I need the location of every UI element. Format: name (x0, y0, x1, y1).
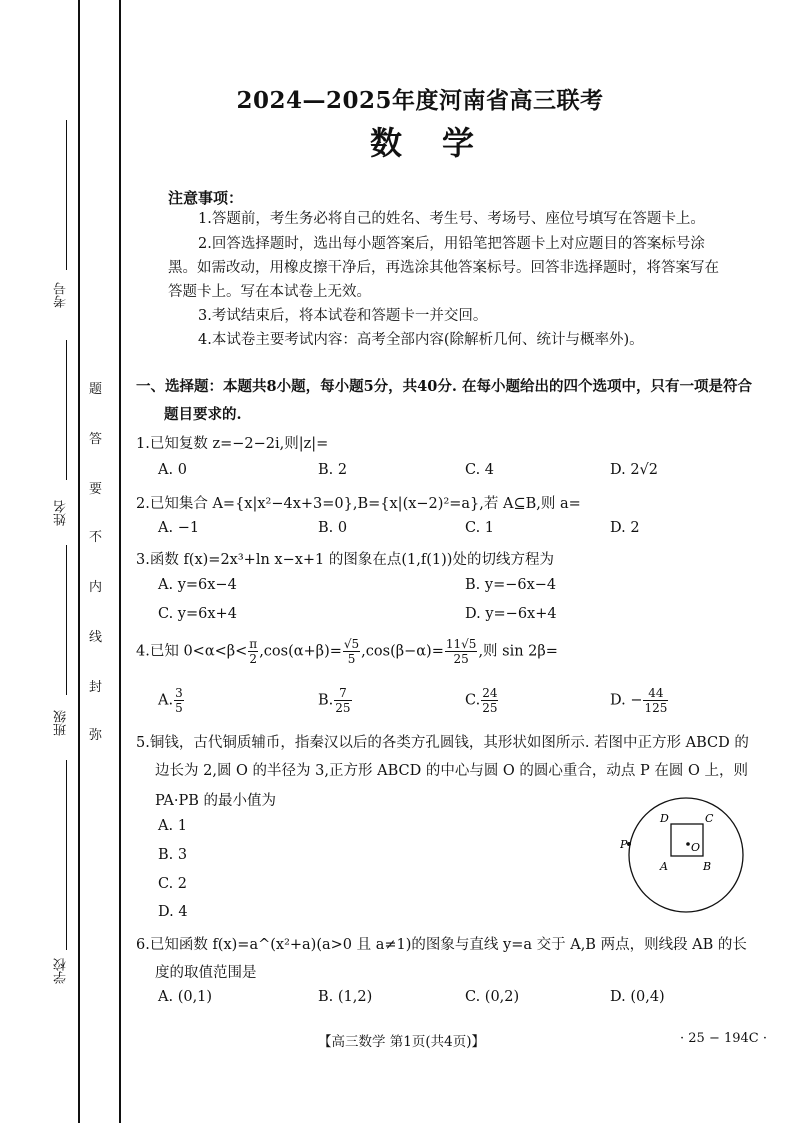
note-line: 3.考试结束后，将本试卷和答题卡一并交回。 (198, 308, 488, 324)
label-p: P (620, 838, 628, 851)
exam-title: 2024—2025年度河南省高三联考 (236, 87, 604, 114)
school-label: 学校 (54, 958, 69, 984)
q4-option-a: A. $\frac{3}{5}$ (158, 686, 183, 715)
subject-title: 数学 (370, 124, 515, 162)
q2-stem: 2.已知集合 A={x|x²−4x+3=0},B={x|(x−2)²=a},若 A⊆B,则 a= (136, 496, 581, 512)
q3-option-d: D. y=−6x+4 (465, 606, 557, 622)
q5-line-1: 5.铜钱，古代铜质辅币，指秦汉以后的各类方孔圆钱，其形状如图所示. 若图中正方形 ABCD 的 (136, 735, 749, 751)
seal-char: 题 (89, 382, 103, 397)
q5-line-2: 边长为 2,圆 O 的半径为 3,正方形 ABCD 的中心与圆 O 的圆心重合，动点 P 在圆 O 上，则 (155, 763, 749, 779)
seal-char: 内 (89, 580, 103, 595)
coin-figure (620, 793, 746, 919)
q5-option-a: A. 1 (158, 818, 187, 834)
q6-line-1: 6.已知函数 f(x)=a^(x²+a)(a>0 且 a≠1)的图象与直线 y=a 交于 A,B 两点，则线段 AB 的长 (136, 937, 747, 953)
seal-char: 答 (89, 432, 103, 447)
page-footer: 【高三数学 第1页(共4页)】 (318, 1034, 486, 1050)
section-heading: 一、选择题：本题共8小题，每小题5分，共40分. 在每小题给出的四个选项中，只有一项是符合 题目要求的. (136, 378, 752, 423)
name-label: 姓名 (54, 500, 69, 526)
q3-option-b: B. y=−6x−4 (465, 577, 557, 593)
label-d: D (660, 812, 669, 825)
q2-option-c: C. 1 (465, 520, 495, 536)
kaohao-fill-line (66, 120, 67, 270)
q4-pi-fraction: $\frac{\pi}{2}$ (249, 637, 258, 666)
q4-option-b: B. $\frac{7}{25}$ (318, 686, 351, 715)
q4-stem: 4.已知 0<α<β< $\frac{\pi}{2}$ ,cos(α+β)= $\frac{√5}{5}$ ,cos(β−α)= $\frac{11√5}{25}$ ,则 sin 2β= (136, 637, 558, 666)
margin-line-outer (78, 0, 80, 1123)
paper-code: · 25 − 194C · (680, 1031, 767, 1046)
q6-option-b: B. (1,2) (318, 989, 373, 1005)
label-b: B (703, 860, 712, 873)
circle-o (629, 798, 743, 912)
q2-option-a: A. −1 (158, 520, 200, 536)
q5-option-d: D. 4 (158, 904, 188, 920)
label-c: C (705, 812, 714, 825)
q3-option-c: C. y=6x+4 (158, 606, 237, 622)
kaohao-label: 考号 (54, 282, 69, 308)
seal-char: 不 (89, 530, 103, 545)
q1-option-b: B. 2 (318, 462, 348, 478)
label-a: A (660, 860, 668, 873)
note-line: 4.本试卷主要考试内容：高考全部内容(除解析几何、统计与概率外)。 (198, 332, 644, 348)
seal-char: 封 (89, 680, 103, 695)
q5-line-3: PA·PB 的最小值为 (155, 793, 277, 809)
q6-line-2: 度的取值范围是 (155, 965, 257, 981)
q6-option-c: C. (0,2) (465, 989, 520, 1005)
margin-line-inner (119, 0, 121, 1123)
q4-option-d: D. − $\frac{44}{125}$ (610, 686, 668, 715)
q2-option-b: B. 0 (318, 520, 348, 536)
q4-fraction-2: $\frac{11√5}{25}$ (445, 637, 477, 666)
q4-option-c: C. $\frac{24}{25}$ (465, 686, 498, 715)
center-point (686, 842, 690, 846)
q5-option-b: B. 3 (158, 847, 188, 863)
school-fill-line (66, 760, 67, 950)
q3-stem: 3.函数 f(x)=2x³+ln x−x+1 的图象在点(1,f(1))处的切线方程为 (136, 552, 554, 568)
q5-option-c: C. 2 (158, 876, 188, 892)
class-label: 班级 (54, 710, 69, 736)
note-line: 黑。如需改动，用橡皮擦干净后，再选涂其他答案标号。回答非选择题时，将答案写在 (168, 260, 719, 276)
q1-option-d: D. 2√2 (610, 462, 659, 478)
q1-stem: 1.已知复数 z=−2−2i,则|z|= (136, 436, 329, 452)
q4-fraction-1: $\frac{√5}{5}$ (343, 637, 360, 666)
q3-option-a: A. y=6x−4 (158, 577, 237, 593)
q1-option-a: A. 0 (158, 462, 187, 478)
q1-option-c: C. 4 (465, 462, 495, 478)
seal-char: 线 (89, 630, 103, 645)
name-fill-line (66, 340, 67, 480)
q6-option-d: D. (0,4) (610, 989, 665, 1005)
note-line: 1.答题前，考生务必将自己的姓名、考生号、考场号、座位号填写在答题卡上。 (198, 211, 705, 227)
point-p (627, 842, 631, 846)
q2-option-d: D. 2 (610, 520, 640, 536)
q6-option-a: A. (0,1) (158, 989, 213, 1005)
seal-char: 要 (89, 482, 103, 497)
note-line: 答题卡上。写在本试卷上无效。 (168, 284, 371, 300)
seal-char: 弥 (89, 728, 103, 743)
note-line: 2.回答选择题时，选出每小题答案后，用铅笔把答题卡上对应题目的答案标号涂 (198, 236, 705, 252)
label-o: O (691, 841, 701, 854)
class-fill-line (66, 545, 67, 695)
notes-heading: 注意事项： (168, 189, 244, 207)
